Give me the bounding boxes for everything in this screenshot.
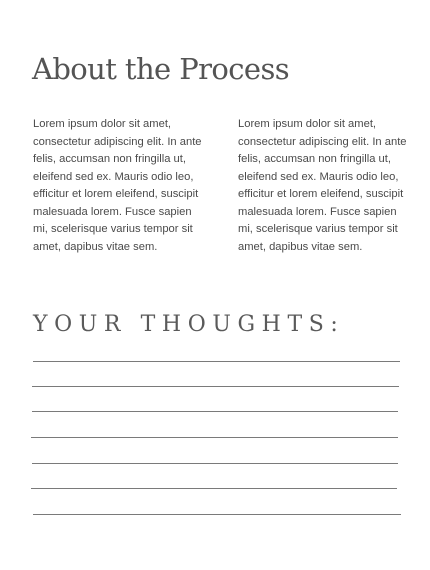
writing-line [31,488,397,489]
writing-lines-area [31,360,401,520]
body-text-right-column: Lorem ipsum dolor sit amet, consectetur adipiscing elit. In ante felis, accumsan non fringilla ut, eleifend sed ex. Mauris odio leo, efficitur et lorem eleifend, suscipit malesuada lorem. Fusce sapien mi, scelerisque varius tempor sit amet, dapibus vitae sem. [238,118,407,253]
writing-line [31,437,398,438]
writing-line [32,411,398,412]
page-title: About the Process [32,52,290,86]
writing-line [32,463,398,464]
your-thoughts-heading: YOUR THOUGHTS: [33,312,345,337]
writing-line [33,361,400,362]
writing-line [32,386,399,387]
writing-line [33,514,401,515]
body-text-left-column: Lorem ipsum dolor sit amet, consectetur adipiscing elit. In ante felis, accumsan non fringilla ut, eleifend sed ex. Mauris odio leo, efficitur et lorem eleifend, suscipit malesuada lorem. Fusce sapien mi, scelerisque varius tempor sit amet, dapibus vitae sem. [33,118,202,253]
